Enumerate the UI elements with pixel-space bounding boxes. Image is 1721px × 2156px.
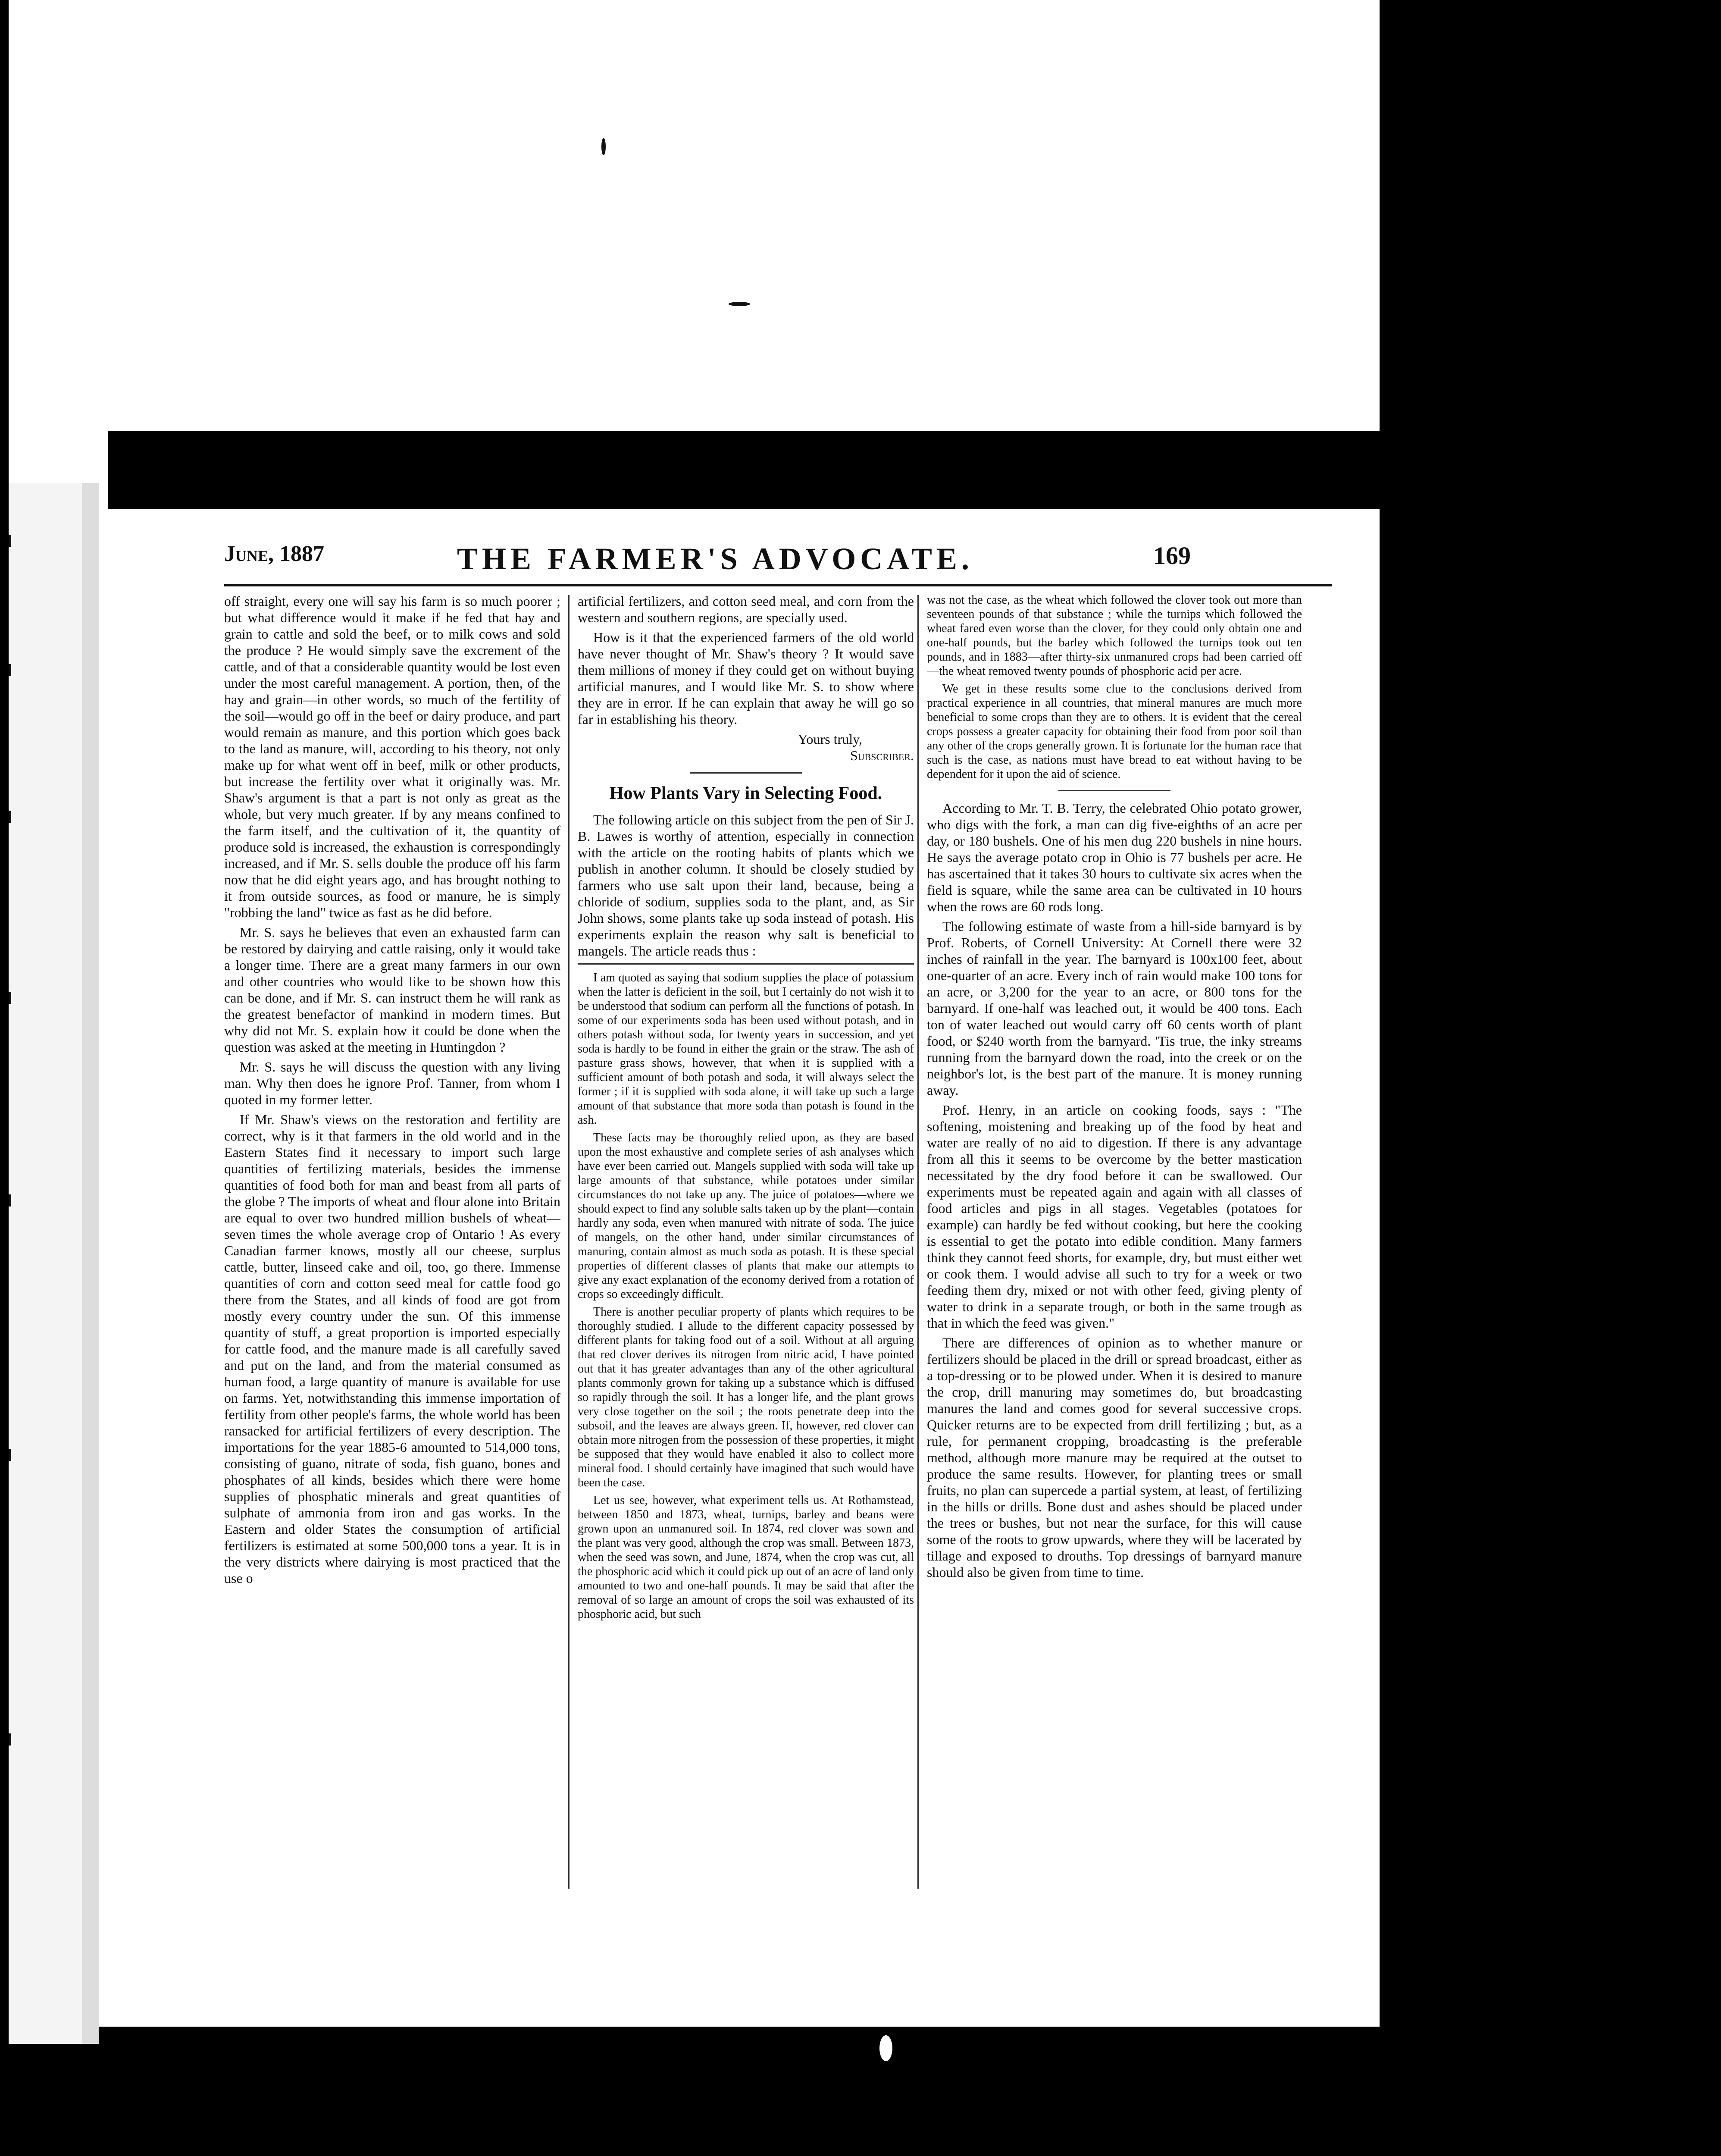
masthead-title: THE FARMER'S ADVOCATE.: [457, 542, 973, 576]
paragraph: Prof. Henry, in an article on cooking foods, says : "The softening, moistening and breaking up of the food by heat and water are really of no aid to digestion. If there is any advantage from all this it seems to be overcome by the better mastication necessitated by the dry food before it can be swallowed. Our experiments must be repeated again and again with all classes of food articles and pigs in all stages. Vegetables (potatoes for example) can hardly be fed without cooking, but here the cooking is essential to get the potato into edible condition. Many farmers think they cannot feed shorts, for example, dry, but must either wet or cook them. I would advise all such to try for a week or two feeding them dry, mixed or not with other feed, giving plenty of water to drink in a separate trough, or both in the same trough as that in which the feed was given.": [927, 1102, 1302, 1331]
section-divider: [690, 772, 802, 774]
scan-border-right: [1380, 0, 1721, 2156]
page-gutter-shadow: [82, 483, 99, 2044]
paragraph: Mr. S. says he will discuss the question with any living man. Why then does he ignore Prof. Tanner, from whom I quoted in my former letter.: [224, 1059, 560, 1107]
paragraph: off straight, every one will say his farm is so much poorer ; but what difference would it make if he fed that hay and grain to cattle and sold the beef, or to milk cows and sold the produce ? He would simply save the excrement of the cattle, and of that a considerable quantity would be lost even under the most careful management. A portion, then, of the hay and grain—in other words, so much of the fertility of the soil—would go off in the beef or dairy produce, and part would remain as manure, and this portion which goes back to the land as manure, will, according to his theory, not only make up for what went off in beef, milk or other products, but increase the fertility over what it originally was. Mr. Shaw's argument is that a part is not only as great as the whole, but very much greater. If by any means confined to the farm itself, and the cultivation of it, the quantity of produce sold is increased, the exhaustion is correspondingly increased, and if Mr. S. sells double the produce off his farm now that he did eight years ago, and has brought nothing to it from outside sources, as food or manure, he is simply "robbing the land" twice as fast as he did before.: [224, 593, 560, 920]
issue-date: June, 1887: [224, 542, 325, 566]
paragraph: If Mr. Shaw's views on the restoration and fertility are correct, why is it that farmers in the old world and in the Eastern States find it necessary to import such large quantities of fertilizing materials, besides the immense quantities of food both for man and beast from all parts of the globe ? The imports of wheat and flour alone into Britain are equal to over two hundred million bushels of wheat—seven times the whole average crop of Ontario ! As every Canadian farmer knows, mostly all our cheese, surplus cattle, butter, linseed cake and oil, too, go there. Immense quantities of corn and cotton seed meal for cattle food go there from the States, and all kinds of food are got from mostly every country under the sun. Of this immense quantity of stuff, a great proportion is imported especially for cattle food, and the manure made is all carefully saved and put on the land, and from the material consumed as human food, a large quantity of manure is available for use on farms. Yet, notwithstanding this immense importation of fertility from other people's farms, the whole world has been ransacked for artificial fertilizers of every description. The importations for the year 1885-6 amounted to 514,000 tons, consisting of guano, nitrate of soda, fish guano, bones and phosphates of all kinds, besides which there were home supplies of phosphatic minerals and great quantities of sulphate of ammonia from iron and gas works. In the Eastern and older States the consumption of artificial fertilizers is estimated at some 500,000 tons a year. It is in the very districts where dairying is most practiced that the use o: [224, 1112, 560, 1586]
column-rule: [568, 595, 569, 1889]
paragraph: There is another peculiar property of plants which requires to be thoroughly studied. I allude to the different capacity possessed by different plants for taking food out of a soil. Without at all arguing that red clover derives its nitrogen from nitric acid, I have pointed out that it has greater advantages than any of the other agricultural plants commonly grown for taking up a substance which is diffused so rapidly through the soil. It has a longer life, and the plant grows very close together on the soil ; the roots penetrate deep into the subsoil, and the leaves are always green. If, however, red clover can obtain more nitrogen from the possession of these properties, it might be supposed that they would have enabled it also to collect more mineral food. I should certainly have imagined that such would have been the case.: [578, 1305, 914, 1489]
paragraph: There are differences of opinion as to whether manure or fertilizers should be placed in the drill or spread broadcast, either as a top-dressing or to be plowed under. When it is desired to manure the crop, drill manuring may sometimes do, but broadcasting manures the land and comes good for several successive crops. Quicker returns are to be expected from drill fertilizing ; but, as a rule, for permanent cropping, broadcasting is the preferable method, although more manure may be required at the outset to produce the same results. However, for planting trees or small fruits, no plan can supercede a partial system, at least, of fertilizing in the hills or drills. Bone dust and ashes should be placed under the trees or bushes, but not near the surface, for this will cause some of the roots to grow upwards, where they will be lacerated by tillage and exposed to drouths. Top dressings of barnyard manure should also be given from time to time.: [927, 1335, 1302, 1580]
column-1: [224, 593, 560, 1951]
facing-page-mark: [9, 535, 11, 547]
paragraph: These facts may be thoroughly relied upon, as they are based upon the most exhaustive and complete series of ash analyses which have ever been carried out. Mangels supplied with soda will take up large amounts of that substance, while potatoes under similar circumstances do not take up any. The juice of potatoes—where we should expect to find any soluble salts taken up by the plant—contain hardly any soda, even when manured with nitrate of soda. The juice of mangels, on the other hand, under similar circumstances of manuring, contain almost as much soda as potash. It is these special properties of different classes of plants that make our attempts to give any exact explanation of the economy derived from a rotation of crops so exceedingly difficult.: [578, 1131, 914, 1301]
paragraph: Mr. S. says he believes that even an exhausted farm can be restored by dairying and cattle raising, only it would take a longer time. There are a great many farmers in our own and other countries who would like to be shown how this can be done, and if Mr. S. can instruct them he will rank as the greatest benefactor of mankind in modern times. But why did not Mr. S. explain how it could be done when the question was asked at the meeting in Huntingdon ?: [224, 924, 560, 1055]
section-divider: [1058, 790, 1170, 791]
paragraph: We get in these results some clue to the conclusions derived from practical experience in all countries, that mineral manures are much more beneficial to some crops than they are to others. It is evident that the cereal crops possess a greater capacity for obtaining their food from poor soil than any other of the crops generally grown. It is fortunate for the human race that such is the case, as nations must have bread to eat without having to be dependent for it upon the aid of science.: [927, 682, 1302, 781]
scan-speck: [601, 138, 606, 155]
paragraph: I am quoted as saying that sodium supplies the place of potassium when the latter is deficient in the soil, but I certainly do not wish it to be understood that sodium can perform all the functions of potash. In some of our experiments soda has been used without potash, and in others potash without soda, for twenty years in succession, and yet soda is hardly to be found in either the grain or the straw. The ash of pasture grass shows, however, that when it is supplied with a sufficient amount of both potash and soda, it will always select the former ; if it is supplied with soda alone, it will take up such a large amount of that substance that more soda than potash is found in the ash.: [578, 971, 914, 1127]
page-number: 169: [1153, 542, 1191, 570]
facing-page-edge: [9, 483, 82, 2044]
column-rule: [917, 595, 919, 1889]
header-rule: [224, 584, 1332, 586]
paragraph: Let us see, however, what experiment tells us. At Rothamstead, between 1850 and 1873, wheat, turnips, barley and beans were grown upon an unmanured soil. In 1874, red clover was sown and the plant was very good, although the crop was small. Between 1873, when the seed was sown, and June, 1874, when the crop was cut, all the phosphoric acid which it could pick up out of an acre of land only amounted to two and one-half pounds. It may be said that after the removal of so large an amount of crops the soil was exhausted of its phosphoric acid, but such: [578, 1494, 914, 1621]
facing-page-mark: [9, 992, 11, 1004]
column-3: [927, 593, 1302, 1951]
facing-page-mark: [9, 664, 11, 676]
paragraph: The following estimate of waste from a hill-side barnyard is by Prof. Roberts, of Cornell University: At Cornell there were 32 inches of rainfall in the year. The barnyard is 100x100 feet, about one-quarter of an acre. Every inch of rain would make 100 tons for an acre, or 3,200 for the year to an acre, or 800 tons for the barnyard. If one-half was leached out, it would be 400 tons. Each ton of water leached out would carry off 60 cents worth of plant food, or $240 worth from the barnyard. 'Tis true, the inky streams running from the barnyard down the road, into the creek or on the neighbor's lot, is the best part of the manure. It is money running away.: [927, 918, 1302, 1098]
facing-page-mark: [9, 1449, 11, 1461]
page-header: [116, 533, 1341, 580]
paragraph: was not the case, as the wheat which followed the clover took out more than seventeen pounds of that substance ; while the turnips which followed the wheat fared even worse than the clover, for they could only obtain one and one-half pounds, but the barley which followed the turnips took out ten pounds, and in 1883—after thirty-six unmanured crops had been carried off—the wheat removed twenty pounds of phosphoric acid per acre.: [927, 593, 1302, 678]
facing-page-mark: [9, 1733, 11, 1745]
section-divider: [578, 963, 914, 965]
paragraph: According to Mr. T. B. Terry, the celebrated Ohio potato grower, who digs with the fork, a man can dig five-eighths of an acre per day, or 180 bushels. One of his men dug 220 bushels in nine hours. He says the average potato crop in Ohio is 77 bushels per acre. He has ascertained that it takes 30 hours to cultivate six acres when the field is square, while the same area can be cultivated in 10 hours when the rows are 60 rods long.: [927, 800, 1302, 914]
scan-speck: [879, 2035, 892, 2061]
paragraph: The following article on this subject from the pen of Sir J. B. Lawes is worthy of attention, especially in connection with the article on the rooting habits of plants which we publish in another column. It should be closely studied by farmers who use salt upon their land, because, being a chloride of sodium, supplies soda to the plant, and, as Sir John shows, some plants take up soda instead of potash. His experiments explain the reason why salt is beneficial to mangels. The article reads thus :: [578, 812, 914, 959]
scan-border-left: [0, 0, 9, 2156]
article-title: How Plants Vary in Selecting Food.: [609, 783, 882, 803]
scan-speck: [729, 302, 750, 306]
facing-page-mark: [9, 1194, 11, 1206]
letter-signature: Subscriber.: [850, 748, 914, 763]
facing-page-mark: [9, 811, 11, 823]
letter-closing: Yours truly,: [798, 731, 862, 747]
page-border-top: [108, 431, 1380, 509]
paragraph: How is it that the experienced farmers of the old world have never thought of Mr. Shaw's theory ? It would save them millions of money if they could get on without buying artificial manures, and I would like Mr. S. to show where they are in error. If he can explain that away he will go so far in establishing his theory.: [578, 630, 914, 727]
column-2: [578, 593, 914, 1951]
paragraph: artificial fertilizers, and cotton seed meal, and corn from the western and southern regions, are specially used.: [578, 593, 914, 625]
